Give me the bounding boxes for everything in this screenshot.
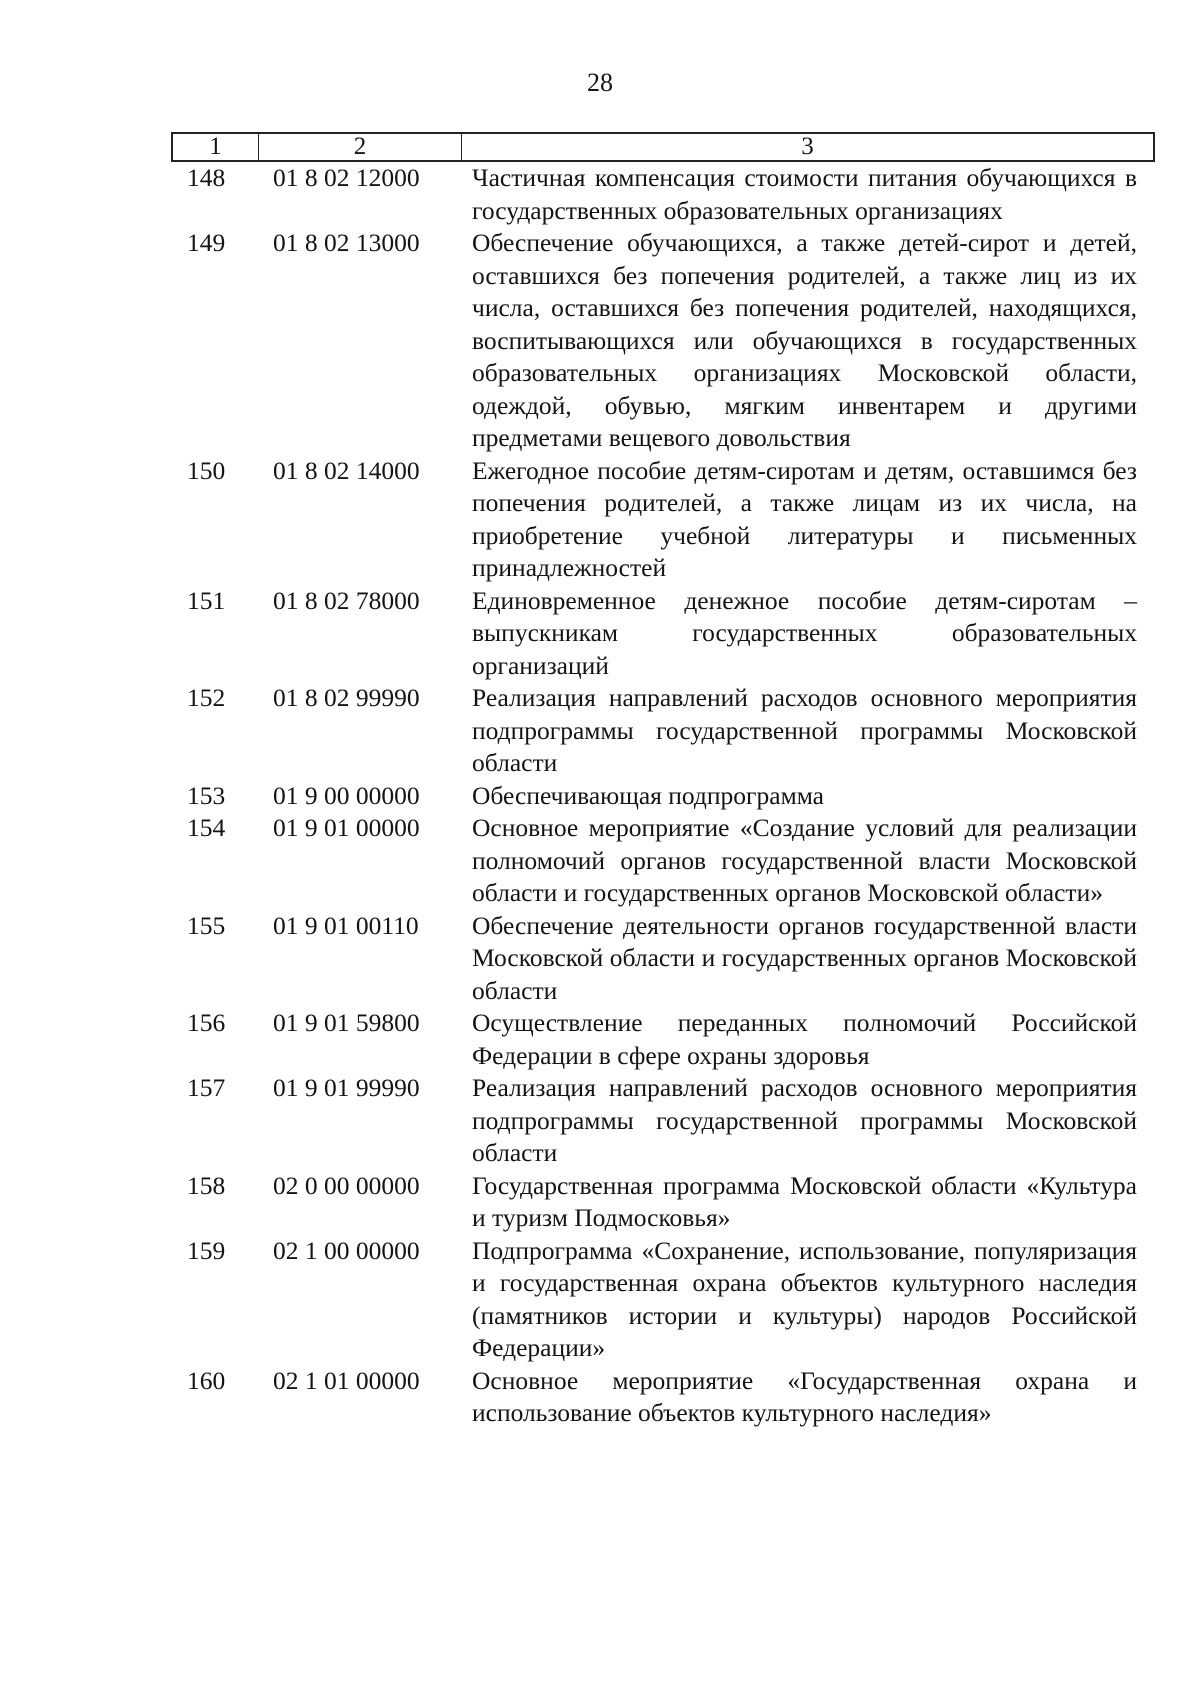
table-row <box>171 910 1155 1008</box>
row-description: Основное мероприятие «Государственная охрана и использование объектов культурного наследия» <box>472 1365 1137 1427</box>
header-col-2: 2 <box>259 134 462 160</box>
row-number: 155 <box>187 910 226 940</box>
row-number: 154 <box>187 813 226 842</box>
table-row <box>171 585 1155 683</box>
row-code: 01 9 01 59800 <box>273 1008 420 1037</box>
table-row <box>171 162 1155 227</box>
row-code: 02 1 01 00000 <box>273 1365 420 1395</box>
table-row <box>171 1170 1155 1235</box>
row-code: 01 9 00 00000 <box>273 780 420 810</box>
row-description: Обеспечивающая подпрограмма <box>472 780 824 810</box>
table-row <box>171 780 1155 813</box>
row-code: 01 8 02 12000 <box>273 163 420 192</box>
row-number: 153 <box>187 780 226 810</box>
row-number: 151 <box>187 585 226 615</box>
row-number: 160 <box>187 1365 226 1395</box>
page-number: 28 <box>587 68 613 97</box>
row-description: Ежегодное пособие детям-сиротам и детям, оставшимся без попечения родителей, а также лицам из их числа, на приобретение учебной литературы и письменных принадлежностей <box>472 455 1137 582</box>
table-row <box>171 1072 1155 1170</box>
row-number: 152 <box>187 683 226 712</box>
row-description: Реализация направлений расходов основного мероприятия подпрограммы государственной программы Московской области <box>472 683 1137 777</box>
table-row <box>171 1007 1155 1072</box>
row-code: 01 9 01 00000 <box>273 813 420 842</box>
table-row <box>171 682 1155 780</box>
row-description: Обеспечение деятельности органов государственной власти Московской области и государственных органов Московской области <box>472 910 1137 1005</box>
row-code: 01 9 01 99990 <box>273 1073 420 1102</box>
table-row <box>171 812 1155 910</box>
row-number: 158 <box>187 1170 226 1200</box>
row-description: Государственная программа Московской области «Культура и туризм Подмосковья» <box>472 1170 1137 1232</box>
row-code: 01 9 01 00110 <box>273 910 419 940</box>
row-code: 01 8 02 13000 <box>273 228 420 257</box>
row-code: 02 0 00 00000 <box>273 1170 420 1200</box>
table-row <box>171 455 1155 585</box>
row-code: 01 8 02 14000 <box>273 455 420 485</box>
row-number: 150 <box>187 455 226 485</box>
row-description: Частичная компенсация стоимости питания обучающихся в государственных образовательных организациях <box>472 163 1137 225</box>
table-row <box>171 1235 1155 1365</box>
table-body <box>171 162 1155 1430</box>
row-code: 02 1 00 00000 <box>273 1235 420 1265</box>
row-number: 157 <box>187 1073 226 1102</box>
row-number: 148 <box>187 163 226 192</box>
row-description: Осуществление переданных полномочий Российской Федерации в сфере охраны здоровья <box>472 1008 1137 1070</box>
table-row <box>171 227 1155 455</box>
row-number: 149 <box>187 228 226 257</box>
table-row <box>171 1365 1155 1430</box>
row-description: Единовременное денежное пособие детям-сиротам – выпускникам государственных образовательных организаций <box>472 585 1137 680</box>
row-description: Обеспечение обучающихся, а также детей-сирот и детей, оставшихся без попечения родителей, а также лиц из их числа, оставшихся без попечения родителей, находящихся, воспитывающихся или обучающихся в государственных образовательных организациях Московской области, одеждой, обувью, мягким инвентарем и другими предметами вещевого довольствия <box>472 228 1137 452</box>
row-description: Основное мероприятие «Создание условий для реализации полномочий органов государственной власти Московской области и государственных органов Московской области» <box>472 813 1137 907</box>
table-header <box>171 132 1155 162</box>
row-code: 01 8 02 99990 <box>273 683 420 712</box>
header-col-3: 3 <box>801 133 814 160</box>
header-col-1: 1 <box>173 134 259 160</box>
row-description: Подпрограмма «Сохранение, использование, популяризация и государственная охрана объектов культурного наследия (памятников истории и культуры) народов Российской Федерации» <box>472 1235 1137 1362</box>
row-number: 156 <box>187 1008 226 1037</box>
row-number: 159 <box>187 1235 226 1265</box>
row-code: 01 8 02 78000 <box>273 585 420 615</box>
row-description: Реализация направлений расходов основного мероприятия подпрограммы государственной программы Московской области <box>472 1073 1137 1167</box>
